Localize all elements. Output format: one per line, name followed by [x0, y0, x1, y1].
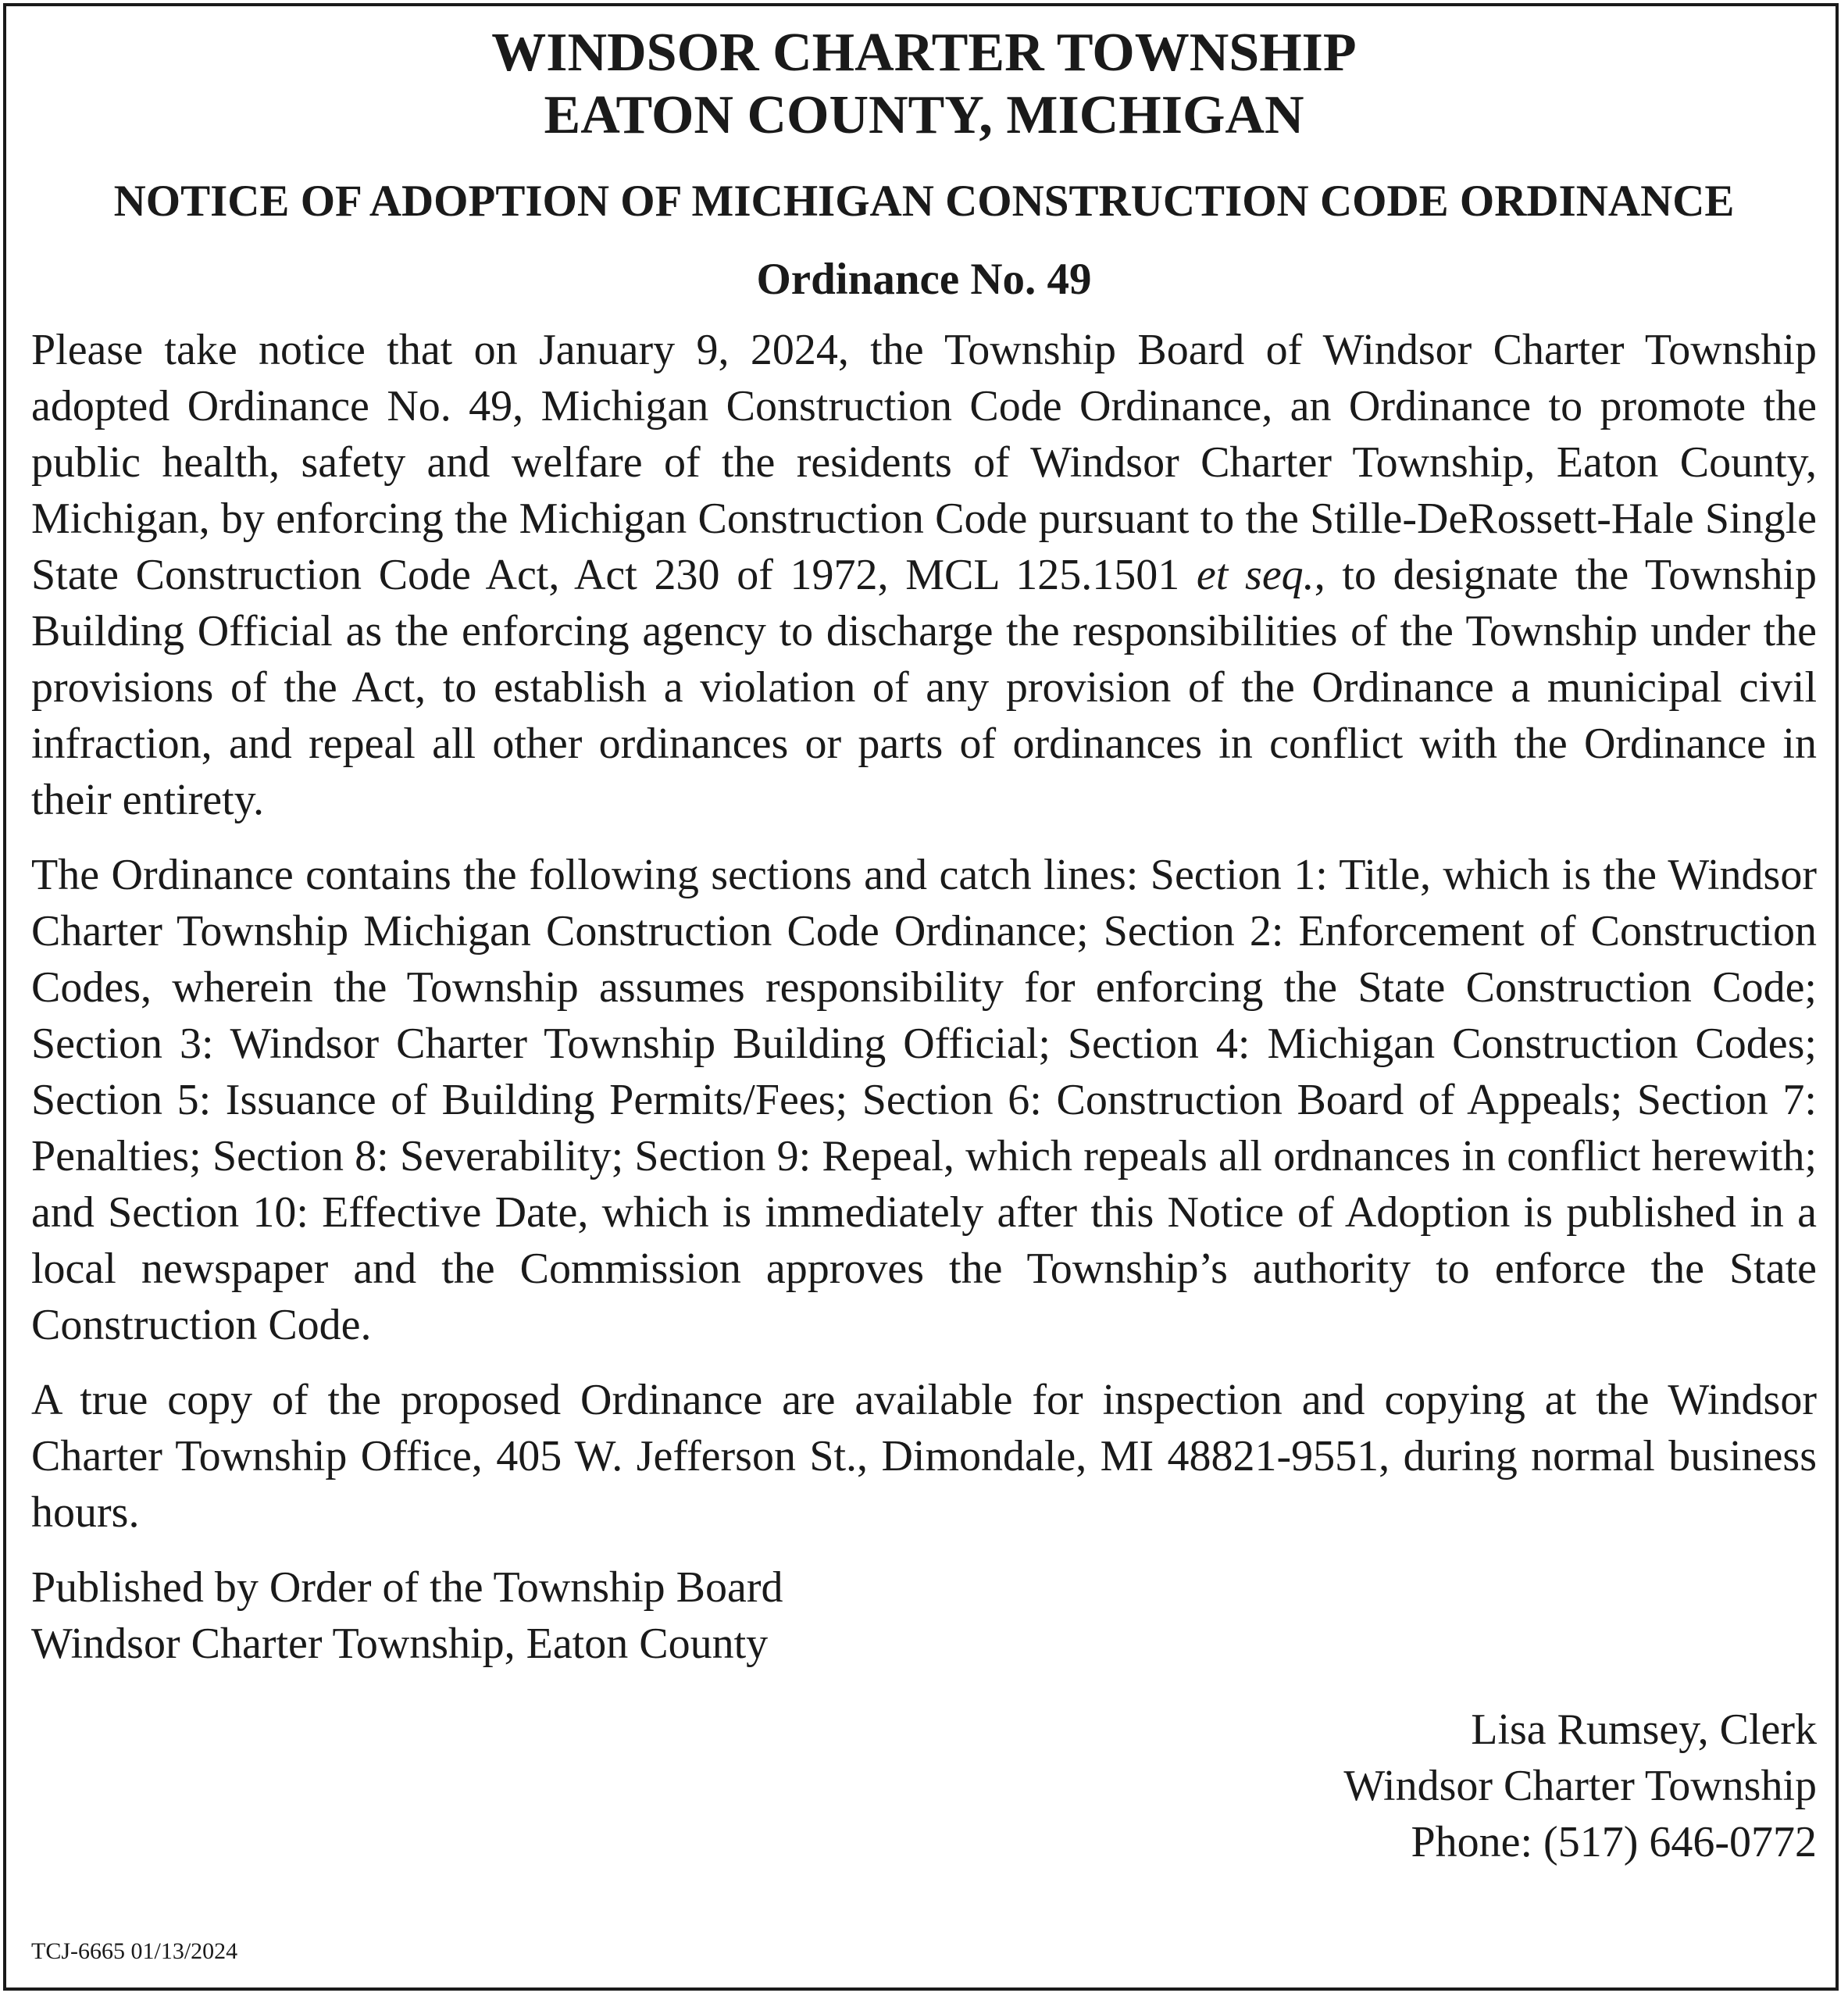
adoption-text-start: Please take notice that on January 9, 2024, the Township Board of Windsor Charter Township adopted Ordinance No. 49, Michigan Construction Code Ordinance, an Ordinance to promote the public health, safety and welfare of the residents of Windsor Charter Township, Eaton County, Michigan, by enforcing the Michigan Construction Code pursuant to the Stille-DeRossett-Hale Single State Construction Code Act, Act 230 of 1972, MCL 125.1501: [31, 326, 1817, 599]
published-by-line2: Windsor Charter Township, Eaton County: [31, 1620, 769, 1668]
notice-heading: NOTICE OF ADOPTION OF MICHIGAN CONSTRUCTION CODE ORDINANCE: [113, 177, 1735, 226]
adoption-text-italic: et seq.: [1196, 551, 1315, 599]
adoption-text-end: , to designate the Township Building Official as the enforcing agency to discharge the responsibilities of the Township under the provisions of the Act, to establish a violation of any provision of the Ordinance a municipal civil infraction, and repeal all other ordinances or parts of ordinances in conflict with the Ordinance in their entirety.: [31, 551, 1817, 824]
header-township-name: WINDSOR CHARTER TOWNSHIP: [491, 23, 1357, 83]
ordinance-number: Ordinance No. 49: [756, 255, 1092, 304]
notice-content: [31, 22, 1817, 1870]
adoption-paragraph: [31, 322, 1817, 828]
published-by-block: [31, 1559, 1817, 1672]
clerk-name: Lisa Rumsey, Clerk: [1471, 1705, 1817, 1754]
clerk-organization: Windsor Charter Township: [1343, 1762, 1817, 1810]
clerk-phone: Phone: (517) 646-0772: [1411, 1818, 1817, 1866]
inspection-paragraph: A true copy of the proposed Ordinance are available for inspection and copying at the Windsor Charter Township Office, 405 W. Jefferson St., Dimondale, MI 48821-9551, during normal business hours.: [31, 1376, 1817, 1537]
sections-paragraph: The Ordinance contains the following sections and catch lines: Section 1: Title, which is the Windsor Charter Township Michigan Construction Code Ordinance; Section 2: Enforcement of Construction Codes, wherein the Township assumes responsibility for enforcing the State Construction Code; Section 3: Windsor Charter Township Building Official; Section 4: Michigan Construction Codes; Section 5: Issuance of Building Permits/Fees; Section 6: Construction Board of Appeals; Section 7: Penalties; Section 8: Severability; Section 9: Repeal, which repeals all ordnances in conflict herewith; and Section 10: Effective Date, which is immediately after this Notice of Adoption is published in a local newspaper and the Commission approves the Township’s authority to enforce the State Construction Code.: [31, 851, 1817, 1349]
header-county-state: EATON COUNTY, MICHIGAN: [544, 85, 1304, 145]
signature-block: [31, 1702, 1817, 1870]
township-header: [31, 22, 1817, 147]
published-by-line1: Published by Order of the Township Board: [31, 1563, 783, 1612]
publication-reference: TCJ-6665 01/13/2024: [31, 1938, 238, 1964]
